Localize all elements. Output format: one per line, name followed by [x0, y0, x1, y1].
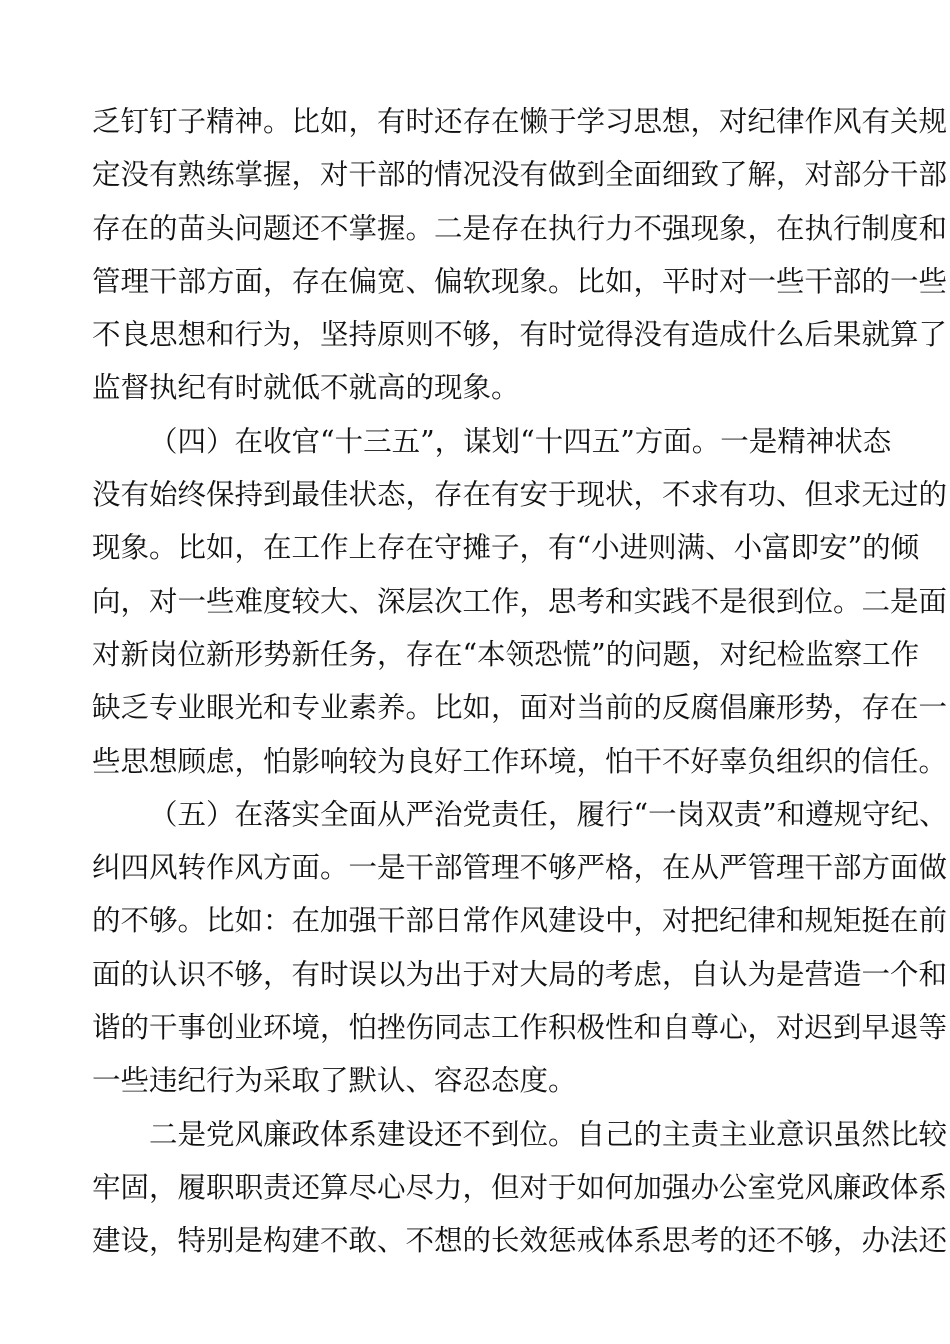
text-line: 不良思想和行为，坚持原则不够，有时觉得没有造成什么后果就算了 — [92, 318, 948, 352]
text-line: 谐的干事创业环境，怕挫伤同志工作积极性和自尊心，对迟到早退等 — [92, 1011, 948, 1045]
text-line: 监督执纪有时就低不就高的现象。 — [92, 371, 520, 405]
text-line: 二是党风廉政体系建设还不到位。自己的主责主业意识虽然比较 — [149, 1117, 948, 1151]
text-line: 建设，特别是构建不敢、不想的长效惩戒体系思考的还不够，办法还 — [92, 1224, 948, 1258]
text-line: 没有始终保持到最佳状态，存在有安于现状，不求有功、但求无过的 — [92, 478, 948, 512]
text-line: （五）在落实全面从严治党责任，履行“一岗双责”和遵规守纪、 — [149, 797, 948, 831]
text-line: 管理干部方面，存在偏宽、偏软现象。比如，平时对一些干部的一些 — [92, 264, 948, 298]
text-line: （四）在收官“十三五”，谋划“十四五”方面。一是精神状态 — [149, 424, 892, 458]
text-line: 对新岗位新形势新任务，存在“本领恐慌”的问题，对纪检监察工作 — [92, 637, 920, 671]
text-line: 纠四风转作风方面。一是干部管理不够严格，在从严管理干部方面做 — [92, 851, 948, 885]
text-line: 的不够。比如：在加强干部日常作风建设中，对把纪律和规矩挺在前 — [92, 904, 948, 938]
text-line: 存在的苗头问题还不掌握。二是存在执行力不强现象，在执行制度和 — [92, 211, 948, 245]
text-line: 一些违纪行为采取了默认、容忍态度。 — [92, 1064, 577, 1098]
text-line: 些思想顾虑，怕影响较为良好工作环境，怕干不好辜负组织的信任。 — [92, 744, 948, 778]
text-line: 牢固，履职职责还算尽心尽力，但对于如何加强办公室党风廉政体系 — [92, 1170, 948, 1204]
text-line: 乏钉钉子精神。比如，有时还存在懒于学习思想，对纪律作风有关规 — [92, 105, 948, 138]
text-line: 定没有熟练掌握，对干部的情况没有做到全面细致了解，对部分干部 — [92, 158, 948, 192]
body-text — [92, 95, 948, 1268]
text-line: 向，对一些难度较大、深层次工作，思考和实践不是很到位。二是面 — [92, 584, 948, 618]
text-line: 缺乏专业眼光和专业素养。比如，面对当前的反腐倡廉形势，存在一 — [92, 691, 948, 725]
text-line: 现象。比如，在工作上存在守摊子，有“小进则满、小富即安”的倾 — [92, 531, 920, 565]
text-line: 面的认识不够，有时误以为出于对大局的考虑，自认为是营造一个和 — [92, 957, 948, 991]
